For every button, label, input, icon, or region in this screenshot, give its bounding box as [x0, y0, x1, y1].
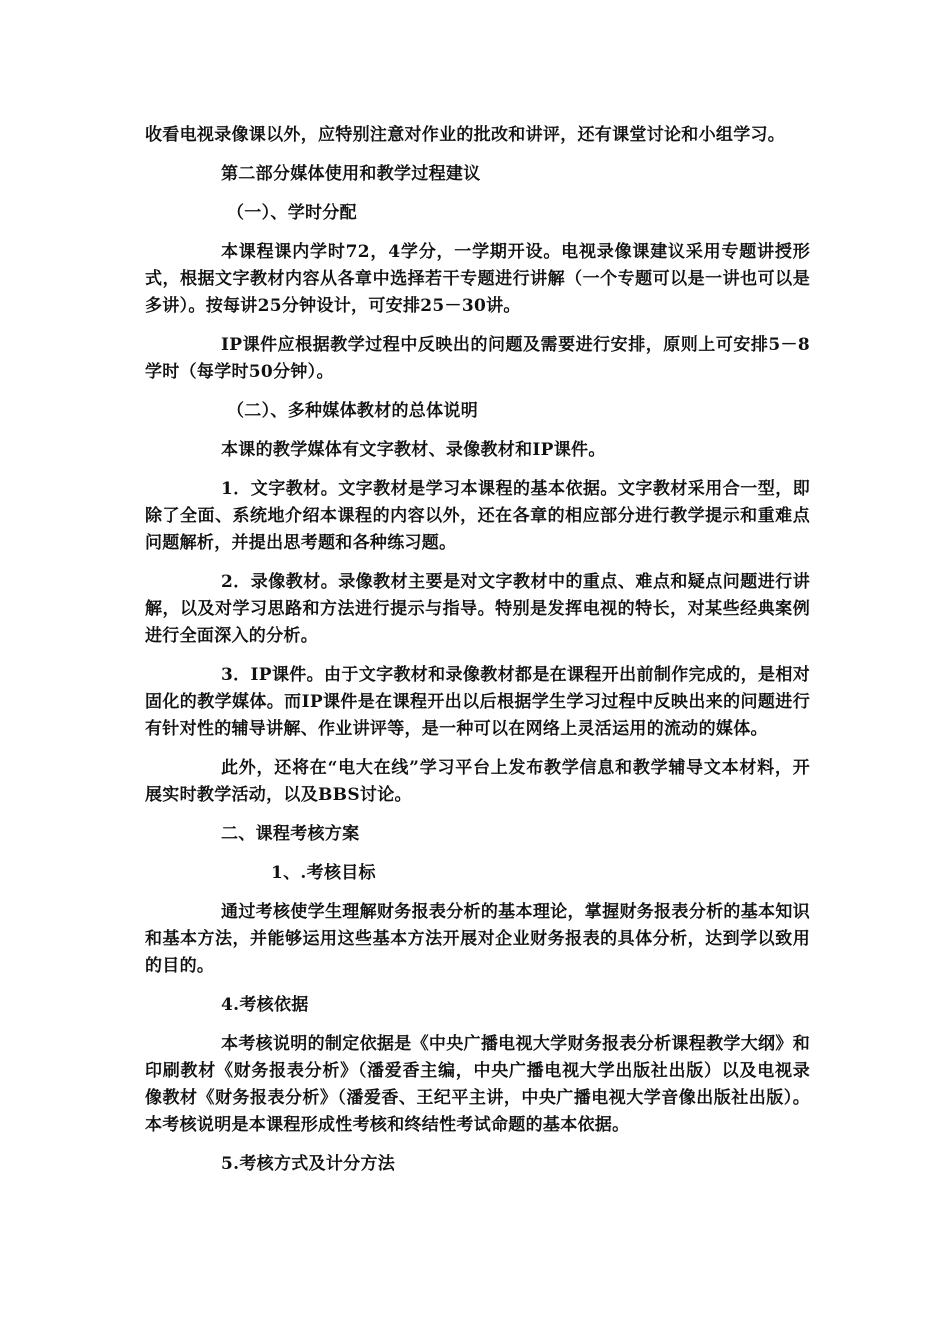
- section-heading-part-two: 第二部分媒体使用和教学过程建议: [221, 164, 481, 184]
- paragraph-text-materials: 1．文字教材。文字教材是学习本课程的基本依据。文字教材采用合一型，即除了全面、系统地介绍本课程的内容以外，还在各章的相应部分进行教学提示和重难点问题解析，并提出思考题和各种练习题。: [145, 479, 810, 553]
- paragraph-continuation: 收看电视录像课以外，应特别注意对作业的批改和讲评，还有课堂讨论和小组学习。: [145, 125, 786, 145]
- paragraph-ip-courseware: IP课件应根据教学过程中反映出的问题及需要进行安排，原则上可安排5－8学时（每学时50分钟）。: [145, 335, 810, 382]
- subsection-heading-method: 5.考核方式及计分方法: [221, 1154, 396, 1174]
- subsection-heading-objectives: 1、.考核目标: [271, 863, 376, 883]
- paragraph-hours: 本课程课内学时72，4学分，一学期开设。电视录像课建议采用专题讲授形式，根据文字教材内容从各章中选择若干专题进行讲解（一个专题可以是一讲也可以是多讲）。按每讲25分钟设计，可安排25－30讲。: [145, 242, 810, 316]
- paragraph-objectives: 通过考核使学生理解财务报表分析的基本理论，掌握财务报表分析的基本知识和基本方法，并能够运用这些基本方法开展对企业财务报表的具体分析，达到学以致用的目的。: [145, 902, 810, 976]
- paragraph-media-intro: 本课的教学媒体有文字教材、录像教材和IP课件。: [221, 440, 606, 460]
- paragraph-online-platform: 此外，还将在“电大在线”学习平台上发布教学信息和教学辅导文本材料，开展实时教学活动，以及BBS讨论。: [145, 758, 810, 805]
- paragraph-ip-materials: 3．IP课件。由于文字教材和录像教材都是在课程开出前制作完成的，是相对固化的教学媒体。而IP课件是在课程开出以后根据学生学习过程中反映出来的问题进行有针对性的辅导讲解、作业讲评等，是一种可以在网络上灵活运用的流动的媒体。: [145, 665, 810, 739]
- subsection-heading-media: （二）、多种媒体教材的总体说明: [227, 401, 478, 421]
- section-heading-assessment: 二、课程考核方案: [221, 824, 360, 844]
- paragraph-video-materials: 2．录像教材。录像教材主要是对文字教材中的重点、难点和疑点问题进行讲解，以及对学习思路和方法进行提示与指导。特别是发挥电视的特长，对某些经典案例进行全面深入的分析。: [145, 572, 810, 646]
- subsection-heading-hours: （一）、学时分配: [227, 203, 357, 223]
- subsection-heading-basis: 4.考核依据: [221, 995, 309, 1015]
- paragraph-basis: 本考核说明的制定依据是《中央广播电视大学财务报表分析课程教学大纲》和印刷教材《财务报表分析》（潘爱香主编，中央广播电视大学出版社出版）以及电视录像教材《财务报表分析》（潘爱香、王纪平主讲，中央广播电视大学音像出版社出版）。本考核说明是本课程形成性考核和终结性考试命题的基本依据。: [145, 1034, 810, 1135]
